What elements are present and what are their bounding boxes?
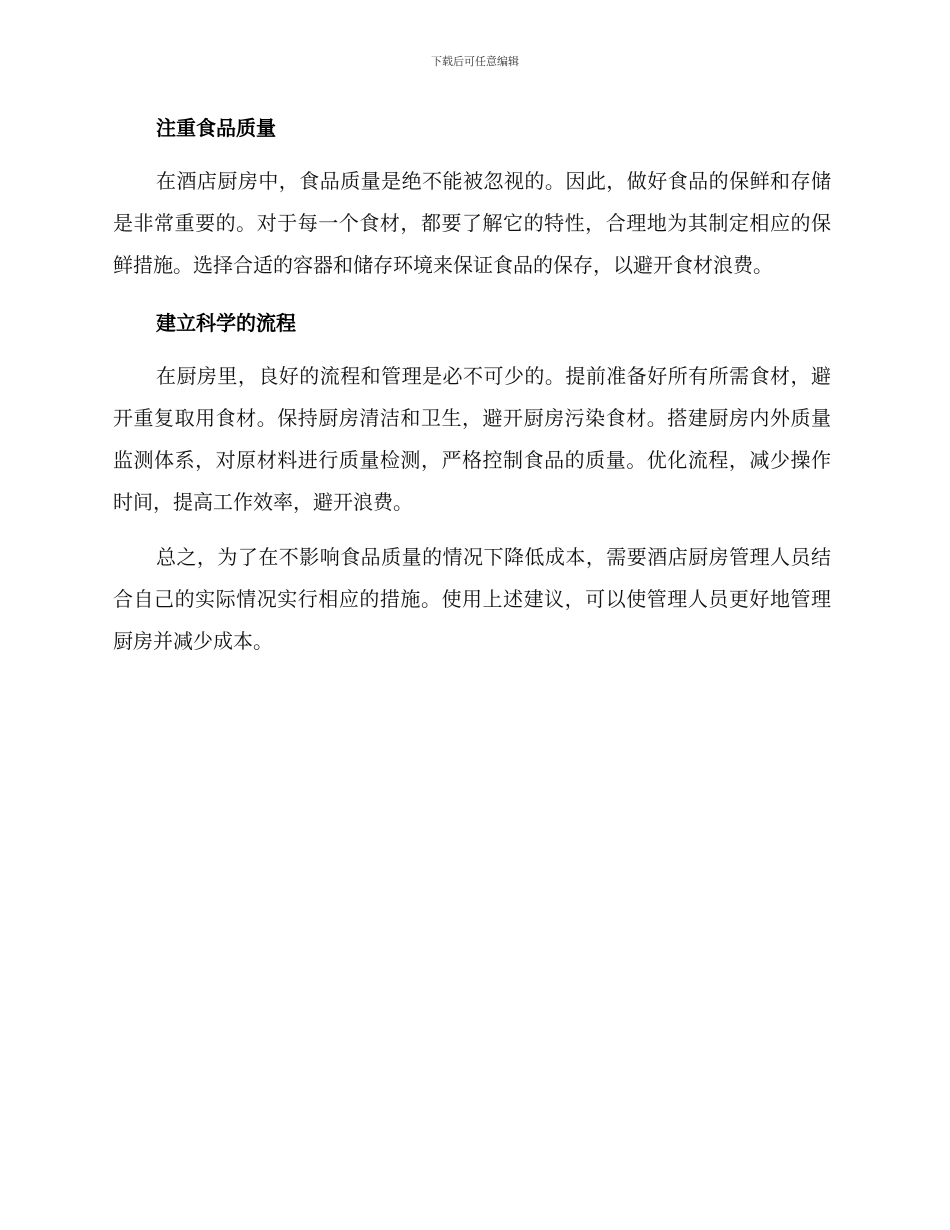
section-heading-food-quality: 注重食品质量 [156,116,276,140]
conclusion-paragraph: 总之，为了在不影响食品质量的情况下降低成本，需要酒店厨房管理人员结合自己的实际情况实行相应的措施。使用上述建议，可以使管理人员更好地管理厨房并减少成本。 [113,545,831,653]
section-paragraph-scientific-process: 在厨房里，良好的流程和管理是必不可少的。提前准备好所有所需食材，避开重复取用食材。保持厨房清洁和卫生，避开厨房污染食材。搭建厨房内外质量监测体系，对原材料进行质量检测，严格控制食品的质量。优化流程，减少操作时间，提高工作效率，避开浪费。 [113,364,831,514]
section-heading-scientific-process: 建立科学的流程 [156,311,296,335]
document-body [113,108,831,662]
section-paragraph-food-quality: 在酒店厨房中，食品质量是绝不能被忽视的。因此，做好食品的保鲜和存储是非常重要的。对于每一个食材，都要了解它的特性，合理地为其制定相应的保鲜措施。选择合适的容器和储存环境来保证食品的保存，以避开食材浪费。 [113,169,831,277]
page-header-note: 下载后可任意编辑 [431,55,519,68]
